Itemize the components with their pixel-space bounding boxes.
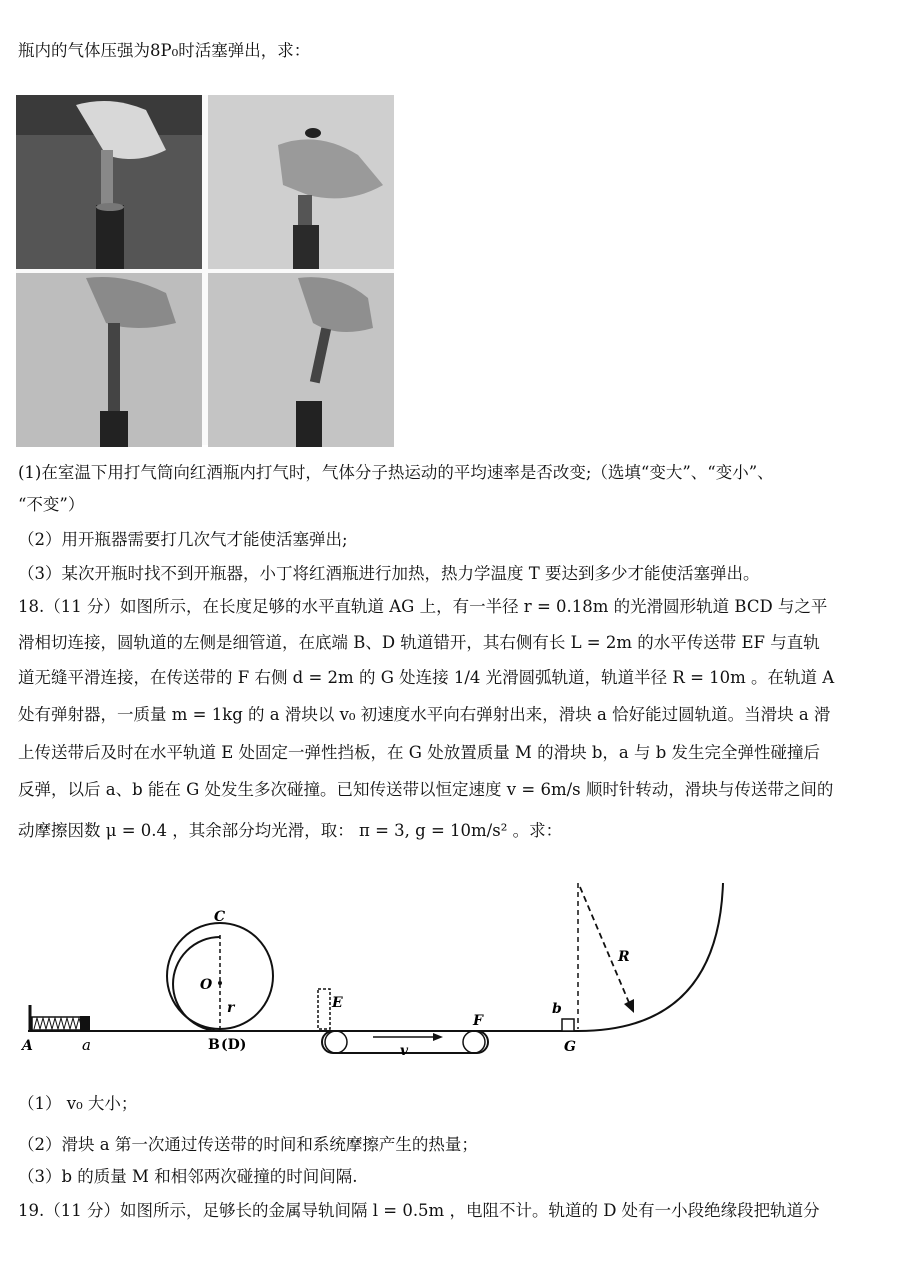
photo-grid bbox=[16, 95, 394, 445]
label-radius-r: r bbox=[227, 1000, 235, 1016]
photo-pump-press bbox=[208, 95, 394, 269]
label-slider-a: a bbox=[82, 1036, 91, 1054]
text-line-3: （2）用开瓶器需要打几次气才能使活塞弹出; bbox=[18, 530, 348, 549]
text-line-14: （3）b 的质量 M 和相邻两次碰撞的时间间隔. bbox=[18, 1167, 358, 1186]
slider-a bbox=[80, 1016, 90, 1031]
label-g-point: G bbox=[564, 1039, 576, 1055]
label-a-point: A bbox=[22, 1038, 33, 1054]
photo-pump-insert bbox=[16, 95, 202, 269]
label-big-r: R bbox=[618, 949, 630, 965]
text-line-2: “不变”） bbox=[18, 495, 85, 514]
label-e-point: E bbox=[332, 995, 343, 1011]
text-line-12: （1） v₀ 大小； bbox=[18, 1094, 138, 1113]
text-line-5: 18.（11 分）如图所示，在长度足够的水平直轨道 AG 上，有一半径 r = 0.18m 的光滑圆形轨道 BCD 与之平 bbox=[18, 597, 828, 616]
text-line-15: 19.（11 分）如图所示，足够长的金属导轨间隔 l = 0.5m ，电阻不计。轨道的 D 处有一小段绝缘段把轨道分 bbox=[18, 1201, 820, 1220]
label-c-point: C bbox=[214, 909, 226, 925]
label-o-center: O bbox=[200, 977, 213, 993]
circular-track-inner bbox=[173, 937, 220, 1031]
text-line-4: （3）某次开瓶时找不到开瓶器，小丁将红酒瓶进行加热，热力学温度 T 要达到多少才能使活塞弹出。 bbox=[18, 564, 760, 583]
text-line-8: 处有弹射器，一质量 m = 1kg 的 a 滑块以 v₀ 初速度水平向右弹射出来，滑块 a 恰好能过圆轨道。当滑块 a 滑 bbox=[18, 705, 831, 724]
label-f-point: F bbox=[473, 1013, 483, 1029]
text-line-6: 滑相切连接，圆轨道的左侧是细管道，在底端 B、D 轨道错开，其右侧有长 L = 2m 的水平传送带 EF 与直轨 bbox=[18, 633, 820, 652]
text-line-11: 动摩擦因数 μ = 0.4 ，其余部分均光滑，取： π = 3, g = 10m/s² 。求： bbox=[18, 821, 563, 840]
text-line-10: 反弹，以后 a、b 能在 G 处发生多次碰撞。已知传送带以恒定速度 v = 6m/s 顺时针转动，滑块与传送带之间的 bbox=[18, 780, 834, 799]
slider-b bbox=[562, 1019, 574, 1031]
quarter-arc-track bbox=[578, 883, 723, 1031]
photo-cork-rising bbox=[16, 273, 202, 447]
text-line-1: (1)在室温下用打气筒向红酒瓶内打气时，气体分子热运动的平均速率是否改变;（选填“变大”、“变小”、 bbox=[18, 463, 774, 482]
radius-r-line bbox=[580, 887, 630, 1005]
text-line-7: 道无缝平滑连接，在传送带的 F 右侧 d = 2m 的 G 处连接 1/4 光滑圆弧轨道，轨道半径 R = 10m 。在轨道 A bbox=[18, 668, 835, 687]
text-line-0: 瓶内的气体压强为8P₀时活塞弹出，求： bbox=[18, 41, 311, 60]
track-diagram bbox=[18, 865, 778, 1080]
label-velocity: v bbox=[400, 1043, 409, 1059]
baffle-e bbox=[318, 989, 330, 1029]
text-line-9: 上传送带后及时在水平轨道 E 处固定一弹性挡板，在 G 处放置质量 M 的滑块 b，a 与 b 发生完全弹性碰撞后 bbox=[18, 743, 821, 762]
label-slider-b: b bbox=[552, 1001, 562, 1017]
label-d-point: (D) bbox=[221, 1037, 247, 1053]
text-line-13: （2）滑块 a 第一次通过传送带的时间和系统摩擦产生的热量； bbox=[18, 1135, 478, 1154]
photo-cork-popped bbox=[208, 273, 394, 447]
label-b-point: B bbox=[208, 1037, 220, 1053]
